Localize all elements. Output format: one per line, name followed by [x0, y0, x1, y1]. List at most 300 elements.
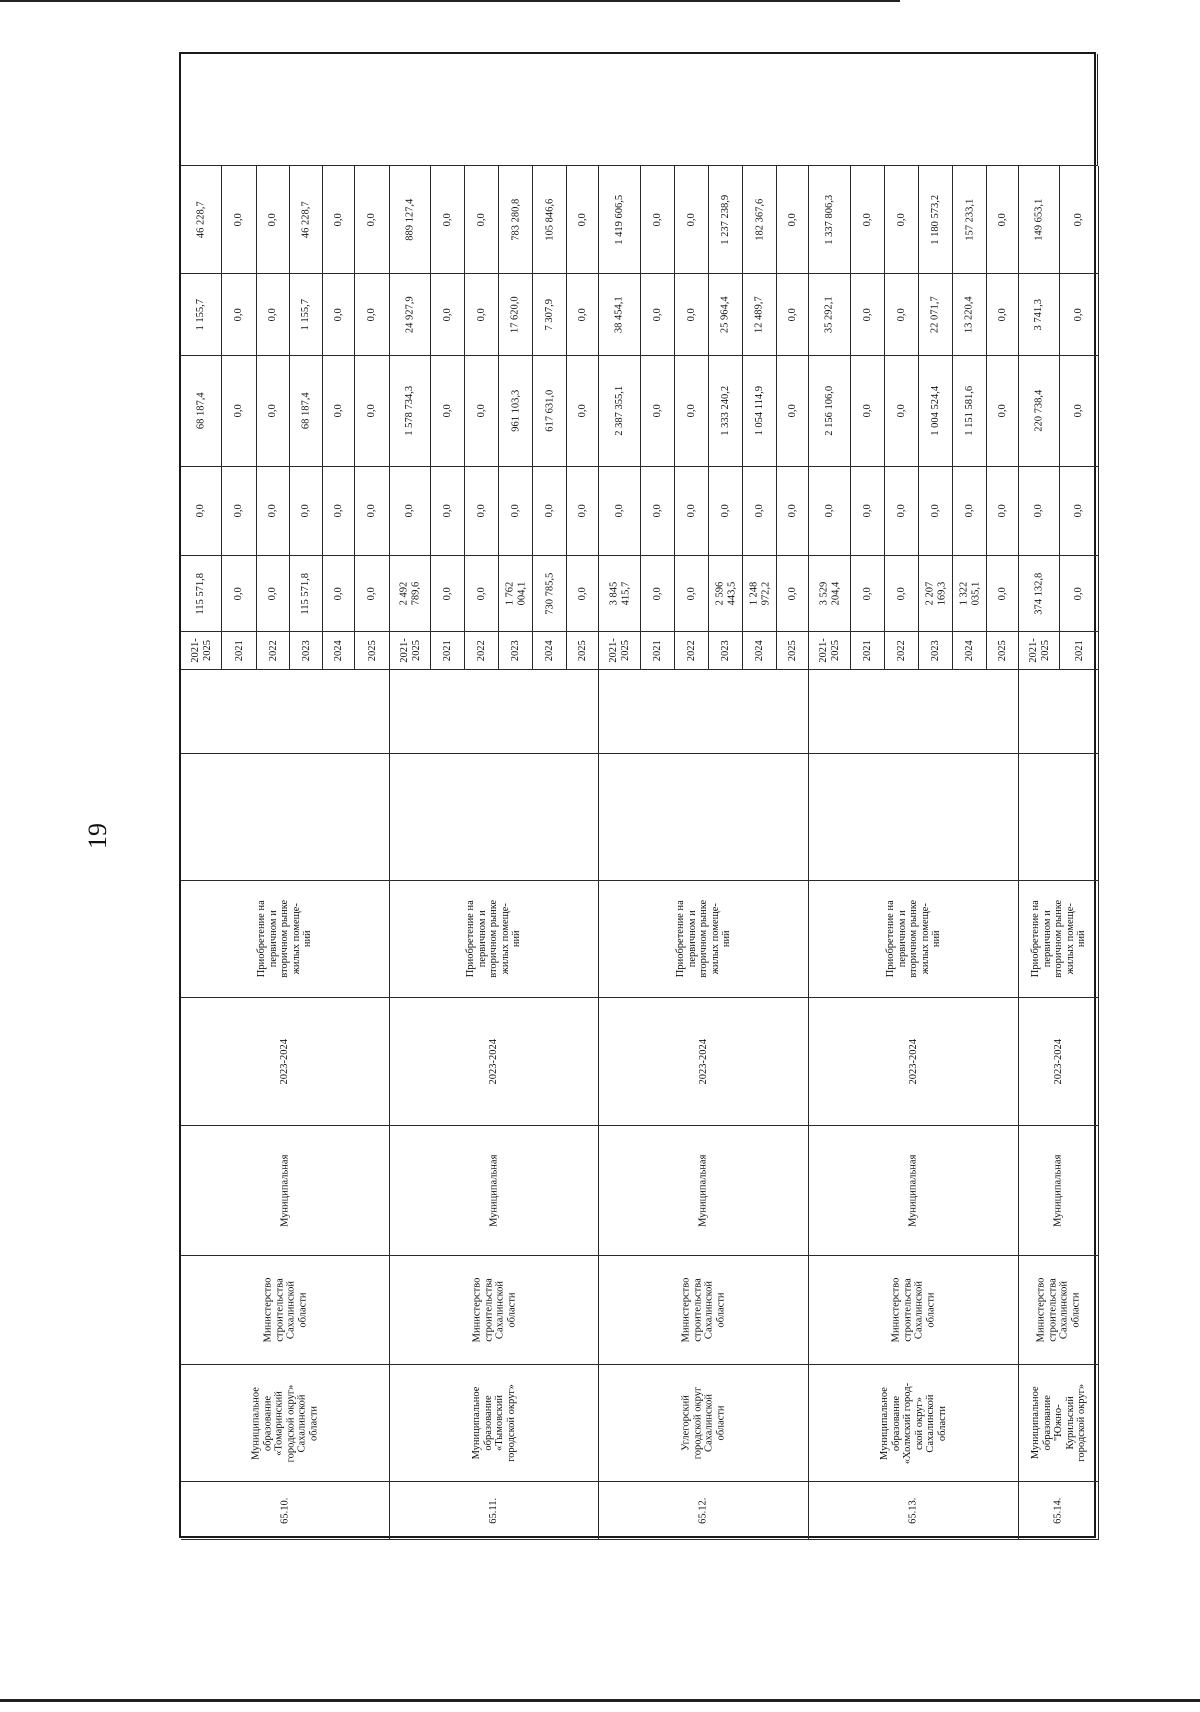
regional-cell-text: 0,0 — [651, 404, 663, 418]
action-cell-text: Приобретение на первичном и вторичном рынке жилых помеще- ний — [1029, 900, 1087, 978]
federal-cell — [222, 467, 257, 556]
extrabudget-cell-text: 1 337 806,3 — [823, 194, 835, 245]
total-cell-text: 0,0 — [475, 586, 487, 601]
local-cell — [181, 274, 222, 356]
regional-cell — [851, 356, 885, 467]
year-cell-text: 2021 — [1073, 640, 1085, 661]
regional-cell-text: 0,0 — [267, 404, 279, 418]
extrabudget-cell-text: 0,0 — [786, 212, 798, 227]
federal-cell — [675, 467, 709, 556]
regional-cell-text: 0,0 — [786, 404, 798, 418]
period-cell-text: 2023-2024 — [1052, 1038, 1064, 1085]
federal-cell-text: 0,0 — [475, 504, 487, 518]
federal-cell-text: 0,0 — [576, 504, 588, 518]
federal-cell — [257, 467, 290, 556]
federal-cell-text: 0,0 — [786, 504, 798, 518]
municipality-cell — [809, 1365, 1019, 1482]
local-cell — [919, 274, 953, 356]
total-cell — [675, 556, 709, 632]
federal-cell-text: 0,0 — [685, 504, 697, 518]
extrabudget-cell-text: 889 127,4 — [404, 198, 416, 241]
regional-cell-text: 0,0 — [685, 404, 697, 418]
period-cell — [181, 998, 390, 1126]
federal-cell — [181, 467, 222, 556]
federal-cell — [809, 467, 851, 556]
year-cell — [499, 632, 533, 670]
federal-cell-text: 0,0 — [233, 504, 245, 518]
total-cell-text: 0,0 — [786, 586, 798, 601]
regional-cell — [1019, 356, 1060, 467]
federal-cell — [709, 467, 743, 556]
total-cell — [355, 556, 390, 632]
total-cell — [1019, 556, 1060, 632]
customer-cell-text: Министерство строительства Сахалинской области — [262, 1277, 308, 1343]
federal-cell-text: 0,0 — [963, 504, 975, 518]
federal-cell — [851, 467, 885, 556]
year-cell-text: 2024 — [543, 640, 555, 661]
total-cell-text: 1 248 972,2 — [748, 581, 771, 606]
table-header-band — [181, 54, 1098, 166]
federal-cell-text: 0,0 — [651, 504, 663, 518]
federal-cell-text: 0,0 — [1073, 504, 1085, 518]
empty-cell — [809, 754, 1019, 881]
page-number: 19 — [83, 823, 112, 849]
municipality-cell-text: Углегорский городской округ Сахалинской области — [680, 1386, 726, 1460]
extrabudget-cell — [641, 166, 675, 274]
local-cell — [809, 274, 851, 356]
regional-cell-text: 1 578 734,3 — [404, 386, 416, 436]
year-cell-text: 2025 — [366, 640, 378, 661]
total-cell — [390, 556, 431, 632]
extrabudget-cell — [431, 166, 465, 274]
year-cell — [675, 632, 709, 670]
federal-cell-text: 0,0 — [823, 504, 835, 518]
local-cell-text: 22 071,7 — [929, 296, 941, 333]
regional-cell — [885, 356, 919, 467]
total-cell — [851, 556, 885, 632]
period-cell-text: 2023-2024 — [279, 1038, 291, 1085]
extrabudget-cell — [290, 166, 323, 274]
ownership-cell-text: Муниципальная — [1052, 1154, 1064, 1227]
local-cell-text: 0,0 — [861, 307, 873, 322]
federal-cell — [1019, 467, 1060, 556]
year-cell-text: 2024 — [753, 640, 765, 661]
extrabudget-cell-text: 1 237 238,9 — [719, 194, 731, 245]
local-cell-text: 24 927,9 — [404, 296, 416, 333]
federal-cell — [885, 467, 919, 556]
year-cell — [181, 632, 222, 670]
extrabudget-cell-text: 1 419 606,5 — [613, 194, 625, 245]
regional-cell-text: 68 187,4 — [195, 392, 207, 430]
year-cell — [709, 632, 743, 670]
local-cell-text: 0,0 — [366, 307, 378, 322]
regional-cell — [709, 356, 743, 467]
year-cell — [290, 632, 323, 670]
action-cell — [390, 881, 599, 998]
total-cell-text: 0,0 — [366, 586, 378, 601]
federal-cell — [355, 467, 390, 556]
extrabudget-cell-text: 0,0 — [895, 212, 907, 227]
regional-cell-text: 0,0 — [1073, 404, 1085, 418]
extrabudget-cell-text: 0,0 — [332, 212, 344, 227]
year-cell — [355, 632, 390, 670]
total-cell — [181, 556, 222, 632]
period-cell — [1019, 998, 1099, 1126]
regional-cell — [953, 356, 987, 467]
federal-cell — [465, 467, 499, 556]
extrabudget-cell-text: 0,0 — [267, 212, 279, 227]
year-cell — [743, 632, 777, 670]
extrabudget-cell — [1019, 166, 1060, 274]
section-id — [1019, 1482, 1099, 1540]
municipality-cell — [181, 1365, 390, 1482]
year-cell — [919, 632, 953, 670]
year-cell — [809, 632, 851, 670]
local-cell-text: 0,0 — [233, 307, 245, 322]
action-cell-text: Приобретение на первичном и вторичном рынке жилых помеще- ний — [674, 900, 732, 978]
local-cell-text: 0,0 — [895, 307, 907, 322]
year-cell-text: 2021- 2025 — [189, 638, 212, 663]
local-cell-text: 0,0 — [1073, 307, 1085, 322]
year-cell — [567, 632, 599, 670]
extrabudget-cell-text: 0,0 — [1073, 212, 1085, 227]
local-cell-text: 0,0 — [996, 307, 1008, 322]
federal-cell-text: 0,0 — [861, 504, 873, 518]
total-cell — [885, 556, 919, 632]
year-cell — [257, 632, 290, 670]
federal-cell-text: 0,0 — [613, 504, 625, 518]
ownership-cell — [1019, 1126, 1099, 1256]
federal-cell-text: 0,0 — [929, 504, 941, 518]
total-cell — [499, 556, 533, 632]
total-cell — [431, 556, 465, 632]
total-cell-text: 0,0 — [441, 586, 453, 601]
total-cell — [777, 556, 809, 632]
extrabudget-cell — [919, 166, 953, 274]
customer-cell — [599, 1256, 809, 1365]
federal-cell-text: 0,0 — [895, 504, 907, 518]
total-cell-text: 0,0 — [332, 586, 344, 601]
year-cell — [390, 632, 431, 670]
customer-cell — [809, 1256, 1019, 1365]
local-cell — [431, 274, 465, 356]
year-cell-text: 2021 — [233, 640, 245, 661]
extrabudget-cell-text: 783 280,8 — [509, 198, 521, 241]
ownership-cell-text: Муниципальная — [697, 1154, 709, 1227]
regional-cell-text: 0,0 — [475, 404, 487, 418]
extrabudget-cell — [953, 166, 987, 274]
total-cell-text: 730 785,5 — [543, 572, 555, 615]
action-cell-text: Приобретение на первичном и вторичном рынке жилых помеще- ний — [465, 900, 523, 978]
year-cell-text: 2022 — [895, 640, 907, 661]
year-cell — [851, 632, 885, 670]
regional-cell — [533, 356, 567, 467]
total-cell — [257, 556, 290, 632]
local-cell-text: 0,0 — [475, 307, 487, 322]
empty-cell — [599, 670, 809, 754]
extrabudget-cell — [599, 166, 641, 274]
customer-cell — [1019, 1256, 1099, 1365]
extrabudget-cell-text: 0,0 — [576, 212, 588, 227]
extrabudget-cell — [567, 166, 599, 274]
total-cell — [919, 556, 953, 632]
federal-cell-text: 0,0 — [195, 504, 207, 518]
total-cell-text: 2 207 169,3 — [924, 581, 947, 606]
action-cell — [1019, 881, 1099, 998]
regional-cell — [222, 356, 257, 467]
regional-cell-text: 0,0 — [233, 404, 245, 418]
total-cell — [599, 556, 641, 632]
year-cell-text: 2022 — [267, 640, 279, 661]
federal-cell-text: 0,0 — [1033, 504, 1045, 518]
regional-cell — [465, 356, 499, 467]
empty-cell — [1019, 754, 1099, 881]
federal-cell — [290, 467, 323, 556]
local-cell — [851, 274, 885, 356]
regional-cell-text: 68 187,4 — [300, 392, 312, 430]
regional-cell — [355, 356, 390, 467]
extrabudget-cell — [533, 166, 567, 274]
period-cell — [599, 998, 809, 1126]
total-cell — [290, 556, 323, 632]
extrabudget-cell-text: 46 228,7 — [195, 201, 207, 238]
regional-cell — [431, 356, 465, 467]
year-cell — [641, 632, 675, 670]
extrabudget-cell-text: 149 653,1 — [1033, 198, 1045, 241]
local-cell-text: 0,0 — [441, 307, 453, 322]
municipality-cell-text: Муниципальное образование «Томаринский городской округ» Сахалинской области — [250, 1384, 319, 1462]
regional-cell-text: 0,0 — [366, 404, 378, 418]
scan-border — [0, 1699, 1200, 1702]
year-cell — [222, 632, 257, 670]
total-cell-text: 374 132,8 — [1033, 572, 1045, 615]
federal-cell-text: 0,0 — [509, 504, 521, 518]
ownership-cell — [599, 1126, 809, 1256]
total-cell-text: 3 845 415,7 — [608, 581, 631, 606]
customer-cell-text: Министерство строительства Сахалинской области — [680, 1277, 726, 1343]
year-cell — [885, 632, 919, 670]
federal-cell-text: 0,0 — [753, 504, 765, 518]
section-id — [809, 1482, 1019, 1540]
local-cell-text: 0,0 — [651, 307, 663, 322]
local-cell — [290, 274, 323, 356]
local-cell — [257, 274, 290, 356]
regional-cell — [919, 356, 953, 467]
municipality-cell — [390, 1365, 599, 1482]
extrabudget-cell-text: 0,0 — [651, 212, 663, 227]
extrabudget-cell — [987, 166, 1019, 274]
regional-cell — [181, 356, 222, 467]
local-cell-text: 1 155,7 — [195, 298, 207, 331]
period-cell-text: 2023-2024 — [697, 1038, 709, 1085]
action-cell-text: Приобретение на первичном и вторичном рынке жилых помеще- ний — [256, 900, 314, 978]
year-cell-text: 2023 — [509, 640, 521, 661]
year-cell — [777, 632, 809, 670]
municipality-cell-text: Муниципальное образование «Холмский город- ской округ» Сахалинской области — [879, 1382, 948, 1464]
regional-cell-text: 0,0 — [861, 404, 873, 418]
section-id — [390, 1482, 599, 1540]
local-cell — [641, 274, 675, 356]
local-cell-text: 1 155,7 — [300, 298, 312, 331]
local-cell — [1019, 274, 1060, 356]
regional-cell — [743, 356, 777, 467]
section-id-text: 65.14. — [1052, 1497, 1064, 1524]
customer-cell-text: Министерство строительства Сахалинской области — [471, 1277, 517, 1343]
year-cell-text: 2021 — [651, 640, 663, 661]
extrabudget-cell-text: 182 367,6 — [753, 198, 765, 241]
federal-cell — [599, 467, 641, 556]
total-cell — [533, 556, 567, 632]
federal-cell — [953, 467, 987, 556]
federal-cell-text: 0,0 — [300, 504, 312, 518]
regional-cell — [777, 356, 809, 467]
total-cell-text: 0,0 — [233, 586, 245, 601]
total-cell-text: 0,0 — [267, 586, 279, 601]
local-cell — [390, 274, 431, 356]
regional-cell-text: 0,0 — [895, 404, 907, 418]
total-cell-text: 2 492 789,6 — [398, 581, 421, 606]
total-cell — [222, 556, 257, 632]
local-cell-text: 25 964,4 — [719, 296, 731, 333]
total-cell-text: 3 529 204,4 — [818, 581, 841, 606]
regional-cell-text: 220 738,4 — [1033, 390, 1045, 432]
regional-cell — [499, 356, 533, 467]
year-cell — [953, 632, 987, 670]
total-cell — [567, 556, 599, 632]
section-id-text: 65.11. — [488, 1497, 500, 1524]
extrabudget-cell — [390, 166, 431, 274]
federal-cell — [499, 467, 533, 556]
federal-cell-text: 0,0 — [332, 504, 344, 518]
extrabudget-cell — [181, 166, 222, 274]
regional-cell — [599, 356, 641, 467]
budget-table — [179, 52, 1096, 1538]
regional-cell-text: 961 103,3 — [509, 390, 521, 432]
ownership-cell — [390, 1126, 599, 1256]
year-cell — [323, 632, 355, 670]
year-cell-text: 2023 — [719, 640, 731, 661]
local-cell — [533, 274, 567, 356]
extrabudget-cell — [465, 166, 499, 274]
ownership-cell-text: Муниципальная — [907, 1154, 919, 1227]
local-cell — [222, 274, 257, 356]
year-cell-text: 2025 — [996, 640, 1008, 661]
municipality-cell — [599, 1365, 809, 1482]
year-cell-text: 2023 — [300, 640, 312, 661]
federal-cell-text: 0,0 — [441, 504, 453, 518]
extrabudget-cell-text: 46 228,7 — [300, 201, 312, 238]
federal-cell — [919, 467, 953, 556]
empty-cell — [1019, 670, 1099, 754]
local-cell — [885, 274, 919, 356]
federal-cell — [641, 467, 675, 556]
total-cell — [641, 556, 675, 632]
federal-cell — [533, 467, 567, 556]
total-cell-text: 1 322 035,1 — [958, 581, 981, 606]
year-cell-text: 2021- 2025 — [1027, 638, 1050, 663]
local-cell — [987, 274, 1019, 356]
total-cell-text: 115 571,8 — [195, 572, 207, 615]
local-cell — [1060, 274, 1099, 356]
regional-cell-text: 2 387 355,1 — [613, 386, 625, 436]
empty-cell — [390, 754, 599, 881]
action-cell — [599, 881, 809, 998]
regional-cell-text: 0,0 — [576, 404, 588, 418]
ownership-cell — [809, 1126, 1019, 1256]
local-cell-text: 0,0 — [576, 307, 588, 322]
federal-cell-text: 0,0 — [366, 504, 378, 518]
regional-cell — [567, 356, 599, 467]
customer-cell-text: Министерство строительства Сахалинской области — [1035, 1277, 1081, 1343]
total-cell — [323, 556, 355, 632]
regional-cell-text: 1 151 581,6 — [963, 386, 975, 436]
year-cell-text: 2021- 2025 — [398, 638, 421, 663]
extrabudget-cell — [743, 166, 777, 274]
regional-cell-text: 1 333 240,2 — [719, 386, 731, 436]
local-cell — [567, 274, 599, 356]
extrabudget-cell-text: 0,0 — [441, 212, 453, 227]
section-id — [599, 1482, 809, 1540]
year-cell-text: 2021- 2025 — [818, 638, 841, 663]
extrabudget-cell — [257, 166, 290, 274]
period-cell-text: 2023-2024 — [488, 1038, 500, 1085]
year-cell-text: 2024 — [963, 640, 975, 661]
regional-cell — [809, 356, 851, 467]
federal-cell-text: 0,0 — [719, 504, 731, 518]
total-cell-text: 1 762 004,1 — [504, 581, 527, 606]
federal-cell — [390, 467, 431, 556]
municipality-cell — [1019, 1365, 1099, 1482]
extrabudget-cell — [323, 166, 355, 274]
section-id — [181, 1482, 390, 1540]
total-cell — [743, 556, 777, 632]
regional-cell — [323, 356, 355, 467]
total-cell — [1060, 556, 1099, 632]
regional-cell-text: 1 054 114,9 — [753, 386, 765, 436]
local-cell — [465, 274, 499, 356]
regional-cell — [987, 356, 1019, 467]
total-cell-text: 0,0 — [861, 586, 873, 601]
local-cell — [709, 274, 743, 356]
regional-cell-text: 1 004 524,4 — [929, 386, 941, 436]
regional-cell-text: 0,0 — [441, 404, 453, 418]
local-cell-text: 0,0 — [786, 307, 798, 322]
regional-cell-text: 0,0 — [332, 404, 344, 418]
extrabudget-cell — [777, 166, 809, 274]
customer-cell-text: Министерство строительства Сахалинской области — [890, 1277, 936, 1343]
regional-cell — [675, 356, 709, 467]
total-cell — [953, 556, 987, 632]
action-cell-text: Приобретение на первичном и вторичном рынке жилых помеще- ний — [884, 900, 942, 978]
total-cell — [465, 556, 499, 632]
year-cell-text: 2024 — [332, 640, 344, 661]
extrabudget-cell-text: 157 233,1 — [963, 198, 975, 241]
extrabudget-cell — [675, 166, 709, 274]
total-cell-text: 0,0 — [576, 586, 588, 601]
regional-cell — [1060, 356, 1099, 467]
action-cell — [809, 881, 1019, 998]
local-cell — [355, 274, 390, 356]
regional-cell — [290, 356, 323, 467]
federal-cell — [777, 467, 809, 556]
section-id-text: 65.10. — [279, 1497, 291, 1524]
local-cell — [953, 274, 987, 356]
federal-cell-text: 0,0 — [404, 504, 416, 518]
local-cell-text: 0,0 — [332, 307, 344, 322]
regional-cell — [390, 356, 431, 467]
total-cell-text: 0,0 — [1073, 586, 1085, 601]
local-cell-text: 13 220,4 — [963, 296, 975, 333]
